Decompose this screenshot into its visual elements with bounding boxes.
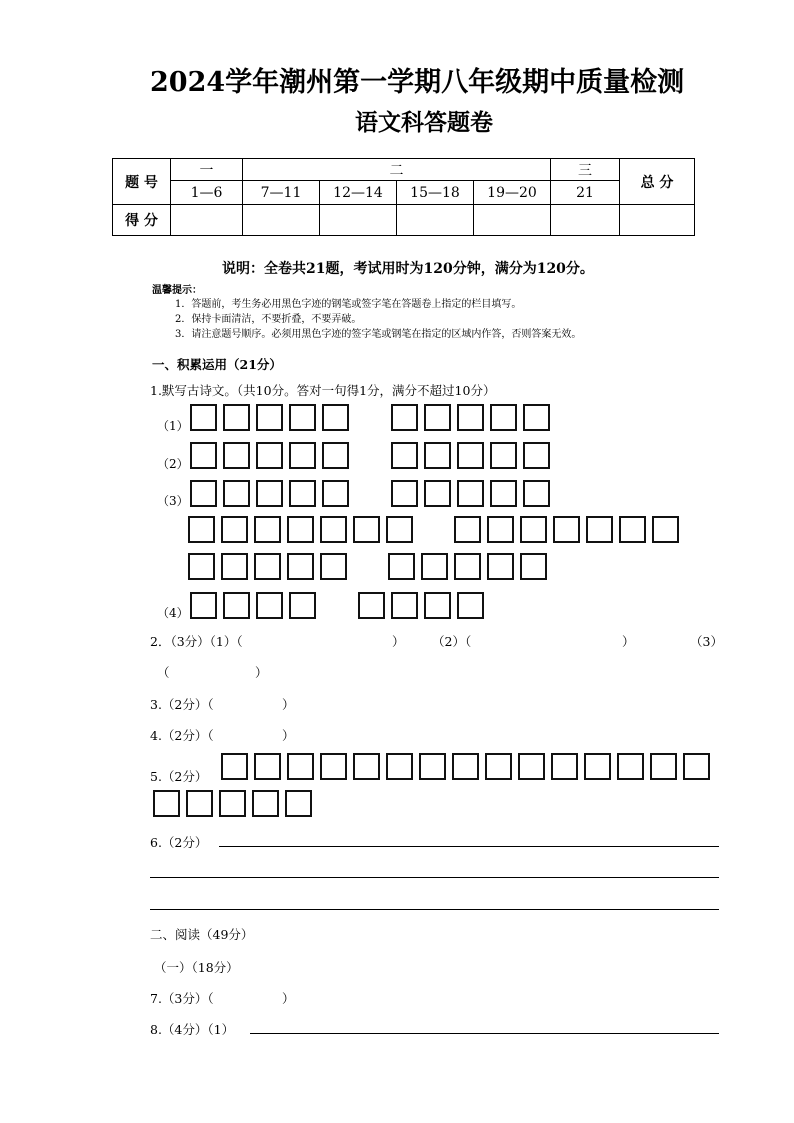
answer-box[interactable] [289, 404, 316, 431]
answer-box[interactable] [287, 553, 314, 580]
answer-box[interactable] [487, 516, 514, 543]
exam-subtitle: 语文科答题卷 [355, 109, 493, 136]
q1-sub2-label: （2） [157, 457, 189, 471]
score-cell[interactable] [171, 205, 243, 236]
q1-sub1-label: （1） [157, 419, 189, 433]
answer-box[interactable] [391, 592, 418, 619]
answer-box[interactable] [153, 790, 180, 817]
q6-answer-line[interactable] [219, 846, 719, 847]
answer-box[interactable] [520, 553, 547, 580]
answer-box[interactable] [454, 553, 481, 580]
answer-box[interactable] [221, 516, 248, 543]
answer-box-group [190, 404, 349, 431]
answer-box[interactable] [223, 404, 250, 431]
row-label-score: 得 分 [113, 205, 171, 236]
answer-box[interactable] [424, 592, 451, 619]
answer-box[interactable] [584, 753, 611, 780]
answer-box[interactable] [485, 753, 512, 780]
answer-box-group [221, 753, 710, 780]
answer-box[interactable] [518, 753, 545, 780]
answer-box[interactable] [221, 753, 248, 780]
q2-open-3: （ [157, 665, 170, 680]
q6-answer-line[interactable] [150, 909, 719, 910]
answer-box[interactable] [223, 592, 250, 619]
answer-box[interactable] [188, 516, 215, 543]
q4-prompt: 4.（2分）（ [150, 728, 214, 743]
score-cell[interactable] [320, 205, 397, 236]
answer-box-group [358, 592, 484, 619]
q7-prompt: 7.（3分）（ [150, 991, 214, 1006]
group-two: 二 [243, 159, 551, 181]
q2-close-1: ） [392, 634, 405, 649]
answer-box[interactable] [190, 592, 217, 619]
answer-box[interactable] [252, 790, 279, 817]
answer-box[interactable] [388, 553, 415, 580]
score-cell[interactable] [397, 205, 474, 236]
answer-box[interactable] [419, 753, 446, 780]
answer-box[interactable] [683, 753, 710, 780]
answer-box[interactable] [219, 790, 246, 817]
answer-box[interactable] [452, 753, 479, 780]
answer-box[interactable] [391, 404, 418, 431]
answer-box[interactable] [520, 516, 547, 543]
score-cell[interactable] [551, 205, 620, 236]
exam-note: 说明：全卷共21题，考试用时为120分钟，满分为120分。 [222, 261, 594, 277]
answer-box[interactable] [490, 442, 517, 469]
answer-box[interactable] [320, 516, 347, 543]
range-cell: 21 [551, 181, 620, 205]
answer-box[interactable] [650, 753, 677, 780]
answer-box[interactable] [190, 442, 217, 469]
answer-box[interactable] [457, 480, 484, 507]
answer-box[interactable] [223, 480, 250, 507]
row-label-question: 题 号 [113, 159, 171, 205]
tip-item: 3．请注意题号顺序。必须用黑色字迹的签字笔或钢笔在指定的区域内作答，否则答案无效。 [175, 329, 582, 340]
q2-prompt: 2．（3分）（1）（ [150, 634, 243, 649]
answer-box[interactable] [424, 404, 451, 431]
answer-box[interactable] [186, 790, 213, 817]
section2-part1: （一）（18分） [154, 960, 239, 975]
answer-box[interactable] [287, 516, 314, 543]
answer-box[interactable] [457, 442, 484, 469]
answer-box[interactable] [424, 480, 451, 507]
answer-box[interactable] [487, 553, 514, 580]
q8-answer-line[interactable] [250, 1033, 719, 1034]
group-one: 一 [171, 159, 243, 181]
range-cell: 12—14 [320, 181, 397, 205]
answer-box[interactable] [553, 516, 580, 543]
answer-box[interactable] [256, 404, 283, 431]
tip-item: 1．答题前，考生务必用黑色字迹的钢笔或签字笔在答题卷上指定的栏目填写。 [175, 299, 522, 310]
answer-box[interactable] [490, 480, 517, 507]
answer-box-group [190, 480, 349, 507]
answer-box[interactable] [256, 442, 283, 469]
answer-box[interactable] [523, 404, 550, 431]
total-label: 总 分 [620, 159, 695, 205]
answer-box[interactable] [586, 516, 613, 543]
score-cell[interactable] [620, 205, 695, 236]
answer-box[interactable] [454, 516, 481, 543]
answer-box[interactable] [391, 442, 418, 469]
q7-close: ） [282, 991, 295, 1006]
answer-box[interactable] [358, 592, 385, 619]
answer-box[interactable] [320, 553, 347, 580]
answer-box[interactable] [322, 404, 349, 431]
range-cell: 19—20 [474, 181, 551, 205]
section2-heading: 二、阅读（49分） [150, 927, 254, 942]
answer-box-group [190, 592, 316, 619]
section1-heading: 一、积累运用（21分） [152, 357, 282, 372]
answer-box[interactable] [353, 516, 380, 543]
answer-box[interactable] [221, 553, 248, 580]
answer-box[interactable] [523, 480, 550, 507]
q2-part2: （2）（ [432, 634, 472, 649]
answer-box[interactable] [617, 753, 644, 780]
exam-title: 2024学年潮州第一学期八年级期中质量检测 [150, 67, 685, 98]
answer-box[interactable] [353, 753, 380, 780]
answer-box[interactable] [391, 480, 418, 507]
answer-box[interactable] [421, 553, 448, 580]
answer-box[interactable] [289, 442, 316, 469]
answer-box[interactable] [223, 442, 250, 469]
answer-box[interactable] [619, 516, 646, 543]
q3-prompt: 3.（2分）（ [150, 697, 214, 712]
answer-box[interactable] [551, 753, 578, 780]
score-table [112, 158, 695, 236]
tip-item: 2．保持卡面清洁，不要折叠，不要弄破。 [175, 314, 362, 325]
range-cell: 1—6 [171, 181, 243, 205]
range-cell: 7—11 [243, 181, 320, 205]
answer-box[interactable] [523, 442, 550, 469]
answer-box-group [190, 442, 349, 469]
answer-box-group [388, 553, 547, 580]
answer-box[interactable] [190, 480, 217, 507]
answer-box[interactable] [490, 404, 517, 431]
q6-prompt: 6.（2分） [150, 835, 208, 850]
answer-box-group [153, 790, 312, 817]
answer-box[interactable] [289, 592, 316, 619]
answer-box[interactable] [256, 480, 283, 507]
answer-box[interactable] [386, 753, 413, 780]
q2-part3: （3） [690, 634, 723, 649]
answer-box-group [391, 442, 550, 469]
tips-list [175, 297, 581, 342]
answer-box[interactable] [254, 553, 281, 580]
answer-box[interactable] [289, 480, 316, 507]
score-cell[interactable] [243, 205, 320, 236]
answer-box[interactable] [254, 753, 281, 780]
answer-box-group [391, 480, 550, 507]
answer-box[interactable] [254, 516, 281, 543]
q5-prompt: 5.（2分） [150, 769, 208, 784]
answer-box[interactable] [320, 753, 347, 780]
q4-close: ） [282, 728, 295, 743]
answer-box[interactable] [322, 480, 349, 507]
answer-box-group [391, 404, 550, 431]
q1-prompt: 1.默写古诗文。（共10分。答对一句得1分，满分不超过10分） [150, 383, 496, 398]
answer-box[interactable] [457, 404, 484, 431]
answer-box-group [454, 516, 679, 543]
answer-box[interactable] [652, 516, 679, 543]
answer-box-group [188, 516, 413, 543]
q3-close: ） [282, 697, 295, 712]
answer-box[interactable] [188, 553, 215, 580]
answer-box[interactable] [322, 442, 349, 469]
q2-close-3: ） [255, 665, 268, 680]
tips-title: 温馨提示： [152, 285, 202, 296]
q8-prompt: 8.（4分）（1） [150, 1022, 235, 1037]
group-three: 三 [551, 159, 620, 181]
q1-sub4-label: （4） [157, 606, 189, 620]
answer-box[interactable] [287, 753, 314, 780]
answer-box[interactable] [190, 404, 217, 431]
q6-answer-line[interactable] [150, 877, 719, 878]
q1-sub3-label: （3） [157, 494, 189, 508]
answer-box[interactable] [424, 442, 451, 469]
answer-box[interactable] [256, 592, 283, 619]
answer-box[interactable] [285, 790, 312, 817]
answer-box[interactable] [457, 592, 484, 619]
answer-box[interactable] [386, 516, 413, 543]
answer-box-group [188, 553, 347, 580]
score-cell[interactable] [474, 205, 551, 236]
range-cell: 15—18 [397, 181, 474, 205]
q2-close-2: ） [622, 634, 635, 649]
